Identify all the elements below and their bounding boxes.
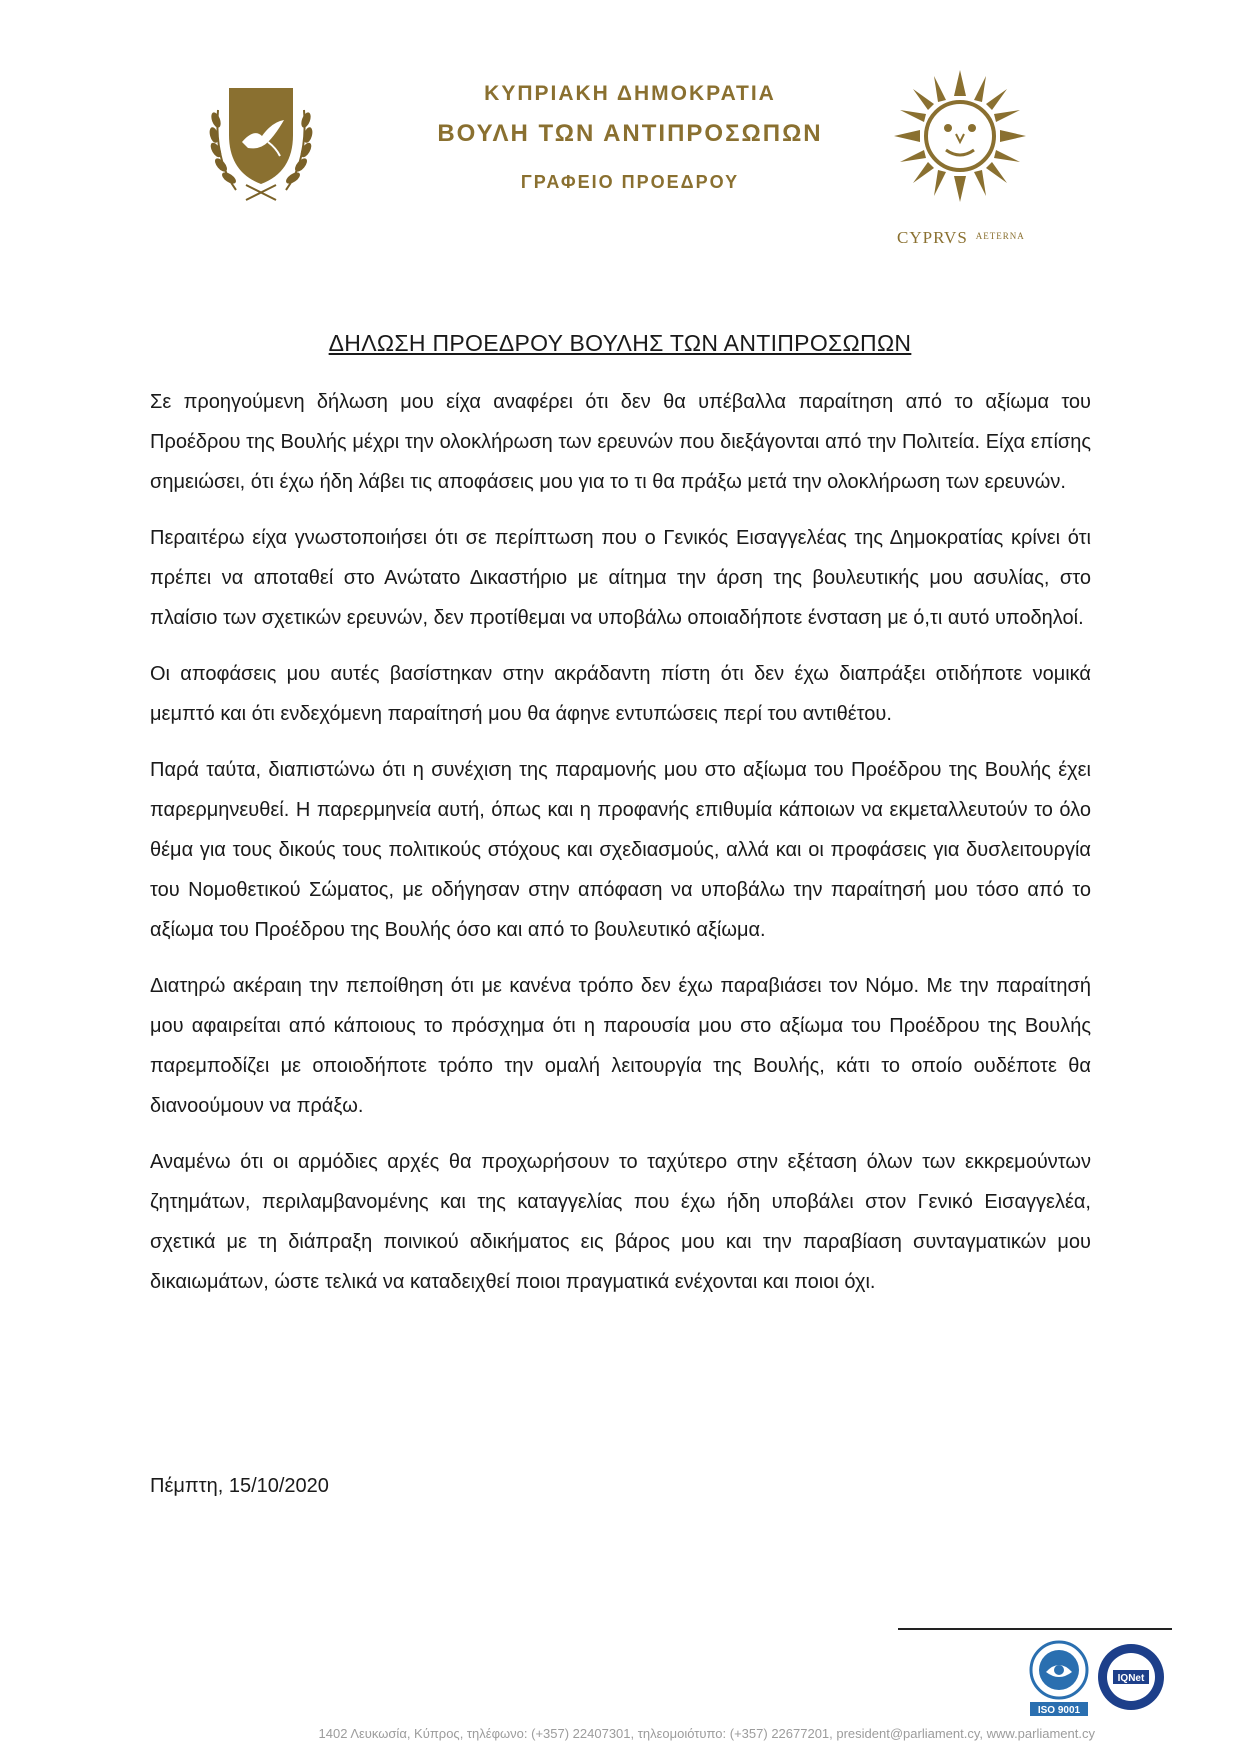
country-name: ΚΥΠΡΙΑΚΗ ΔΗΜΟΚΡΑΤΙΑ (484, 82, 776, 105)
logo-small-text: AETERNA (975, 231, 1025, 241)
institution-name: ΒΟΥΛΗ ΤΩΝ ΑΝΤΙΠΡΟΣΩΠΩΝ (437, 120, 823, 147)
paragraph-1: Σε προηγούμενη δήλωση μου είχα αναφέρει ότι δεν θα υπέβαλλα παραίτηση από το αξίωμα του Προέδρου της Βουλής μέχρι την ολοκλήρωση των ερευνών που διεξάγονται από την Πολιτεία. Είχα επίσης σημειώσει, ότι έχω ήδη λάβει τις αποφάσεις μου για το τι θα πράξω μετά την ολοκλήρωση των ερευνών. (150, 391, 1091, 493)
document-date: Πέμπτη, 15/10/2020 (150, 1475, 329, 1497)
coat-of-arms-icon (196, 80, 326, 210)
iso-certification-icon (1028, 1640, 1090, 1716)
cyprus-aeterna-logo (897, 228, 1025, 248)
logo-main-text: CYPRVS (897, 228, 968, 247)
paragraph-5: Διατηρώ ακέραιη την πεποίθηση ότι με κανένα τρόπο δεν έχω παραβιάσει τον Νόμο. Με την παραίτησή μου αφαιρείται από κάποιους το πρόσχημα ότι η παρουσία μου στο αξίωμα του Προέδρου της Βουλής παρεμποδίζει με οποιοδήποτε τρόπο την ομαλή λειτουργία της Βουλής, κάτι το οποίο ουδέποτε θα διανοούμουν να πράξω. (150, 975, 1091, 1117)
paragraph-2: Περαιτέρω είχα γνωστοποιήσει ότι σε περίπτωση που ο Γενικός Εισαγγελέας της Δημοκρατίας κρίνει ότι πρέπει να αποταθεί στο Ανώτατο Δικαστήριο με αίτημα την άρση της βουλευτικής μου ασυλίας, στο πλαίσιο των σχετικών ερευνών, δεν προτίθεμαι να υποβάλω οποιαδήποτε ένσταση με ό,τι αυτό υποδηλοί. (150, 527, 1091, 629)
paragraph-4: Παρά ταύτα, διαπιστώνω ότι η συνέχιση της παραμονής μου στο αξίωμα του Προέδρου της Βουλής έχει παρερμηνευθεί. Η παρερμηνεία αυτή, όπως και η προφανής επιθυμία κάποιων να εκμεταλλευτούν το όλο θέμα για τους δικούς τους πολιτικούς στόχους και σχεδιασμούς, αλλά και οι προφάσεις για δυσλειτουργία του Νομοθετικού Σώματος, με οδήγησαν στην απόφαση να υποβάλω την παραίτησή μου τόσο από το αξίωμα του Προέδρου της Βουλής όσο και από το βουλευτικό αξίωμα. (150, 759, 1091, 941)
paragraph-3: Οι αποφάσεις μου αυτές βασίστηκαν στην ακράδαντη πίστη ότι δεν έχω διαπράξει οτιδήποτε νομικά μεμπτό και ότι ενδεχόμενη παραίτησή μου θα άφηνε εντυπώσεις περί του αντιθέτου. (150, 663, 1091, 725)
iqnet-certification-icon (1096, 1642, 1166, 1712)
document-body (150, 382, 1091, 1318)
office-name: ΓΡΑΦΕΙΟ ΠΡΟΕΔΡΟΥ (520, 172, 740, 192)
sun-emblem-icon (890, 66, 1030, 206)
paragraph-6: Αναμένω ότι οι αρμόδιες αρχές θα προχωρήσουν το ταχύτερο στην εξέταση όλων των εκκρεμούντων ζητημάτων, περιλαμβανομένης και της καταγγελίας που έχω ήδη υποβάλει στον Γενικό Εισαγγελέα, σχετικά με τη διάπραξη ποινικού αδικήματος εις βάρος μου και την παραβίαση συνταγματικών μου δικαιωμάτων, ώστε τελικά να καταδειχθεί ποιοι πραγματικά ενέχονται και ποιοι όχι. (150, 1151, 1091, 1293)
footer-address: 1402 Λευκωσία, Κύπρος, τηλέφωνο: (+357) 22407301, τηλεομοιότυπο: (+357) 22677201, president@parliament.cy, www.parliament.cy (318, 1726, 1095, 1741)
footer-divider (898, 1628, 1172, 1630)
iqnet-label: IQNet (1117, 1673, 1145, 1684)
document-title: ΔΗΛΩΣΗ ΠΡΟΕΔΡΟΥ ΒΟΥΛΗΣ ΤΩΝ ΑΝΤΙΠΡΟΣΩΠΩΝ (328, 330, 912, 356)
header-text (400, 82, 860, 193)
iso-label: ISO 9001 (1037, 1705, 1081, 1716)
